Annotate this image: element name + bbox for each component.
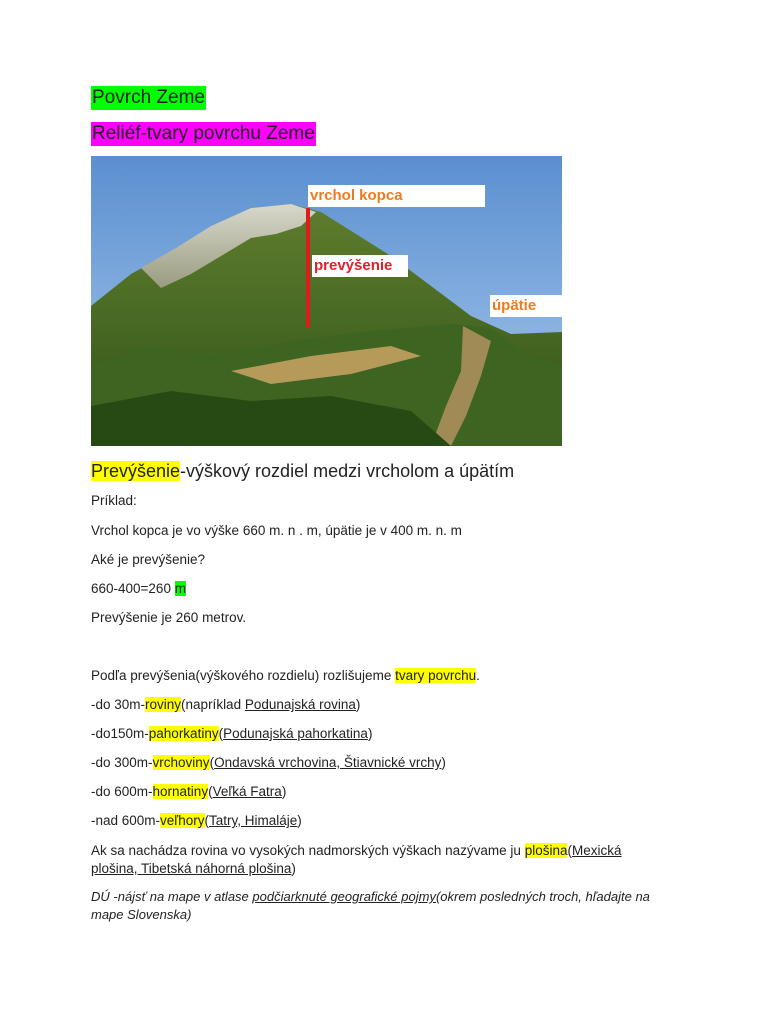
- form-name: pahorkatiny: [148, 726, 219, 741]
- mountain-photo: [91, 156, 562, 446]
- form-example: Veľká Fatra: [212, 784, 282, 799]
- label-prevysenie: prevýšenie: [312, 255, 408, 277]
- form-mid: (: [208, 784, 213, 799]
- form-mid: (napríklad: [181, 697, 245, 712]
- heading-relief: Reliéf-tvary povrchu Zeme: [92, 123, 315, 144]
- homework-text: DÚ -nájsť na mape v atlase: [91, 889, 253, 904]
- form-row-hornatiny: [91, 783, 286, 801]
- form-name: veľhory: [160, 813, 205, 828]
- intro-end: .: [476, 668, 480, 683]
- plateau-end: ): [291, 861, 296, 876]
- example-line: Vrchol kopca je vo výške 660 m. n . m, úpätie je v 400 m. n. m: [91, 523, 462, 538]
- definition-line: [91, 459, 514, 483]
- form-range: -do 600m-: [91, 784, 153, 799]
- heading-povrch-zeme: Povrch Zeme: [92, 87, 205, 108]
- homework-rest: (okrem posledných troch, hľadajte na: [435, 889, 650, 904]
- form-example: Tatry, Himaláje: [209, 813, 298, 828]
- form-example: Ondavská vrchovina, Štiavnické vrchy: [214, 755, 442, 770]
- form-mid: (: [204, 813, 210, 828]
- form-range: -nad 600m-: [91, 813, 161, 828]
- form-range: -do150m-: [91, 726, 149, 741]
- form-end: ): [355, 697, 361, 712]
- form-example: Podunajská pahorkatina: [223, 726, 368, 741]
- homework-line-1: [91, 888, 650, 906]
- form-name: roviny: [145, 697, 182, 712]
- form-end: ): [281, 784, 287, 799]
- example-answer: Prevýšenie je 260 metrov.: [91, 610, 247, 625]
- homework-underlined: podčiarknuté geografické pojmy: [252, 889, 436, 904]
- calc-expression: 660-400=260: [91, 581, 175, 596]
- plateau-paren: (: [567, 843, 572, 858]
- calc-unit: m: [174, 581, 186, 596]
- plateau-highlight: plošina: [524, 843, 568, 858]
- form-row-roviny: [91, 696, 360, 714]
- form-row-velhory: [91, 812, 302, 830]
- form-range: -do 300m-: [91, 755, 153, 770]
- plateau-example-2: plošina, Tibetská náhorná plošina: [91, 861, 292, 876]
- form-mid: (: [218, 726, 224, 741]
- definition-rest: -výškový rozdiel medzi vrcholom a úpätím: [180, 461, 515, 481]
- form-row-pahorkatiny: [91, 725, 372, 743]
- form-end: ): [441, 755, 446, 770]
- example-calc: [91, 580, 186, 598]
- intro-text: Podľa prevýšenia(výškového rozdielu) rozlišujeme: [91, 668, 396, 683]
- form-row-vrchoviny: [91, 754, 446, 772]
- label-upatie: úpätie: [490, 295, 562, 317]
- form-mid: (: [209, 755, 215, 770]
- form-example: Podunajská rovina: [244, 697, 356, 712]
- form-name: hornatiny: [152, 784, 209, 799]
- intro-line: [91, 667, 480, 685]
- example-question: Aké je prevýšenie?: [91, 552, 206, 567]
- label-vrchol-kopca: vrchol kopca: [308, 185, 485, 207]
- plateau-line-2: [91, 860, 296, 878]
- intro-highlight: tvary povrchu: [395, 668, 477, 683]
- form-end: ): [367, 726, 373, 741]
- homework-line-2: mape Slovenska): [91, 907, 192, 922]
- plateau-example-1: Mexická: [571, 843, 622, 858]
- form-range: -do 30m-: [91, 697, 146, 712]
- form-name: vrchoviny: [152, 755, 210, 770]
- example-title: Príklad:: [91, 493, 137, 508]
- plateau-text: Ak sa nachádza rovina vo vysokých nadmorských výškach nazývame ju: [91, 843, 525, 858]
- plateau-line-1: [91, 842, 622, 860]
- form-end: ): [297, 813, 302, 828]
- definition-term: Prevýšenie: [91, 461, 181, 481]
